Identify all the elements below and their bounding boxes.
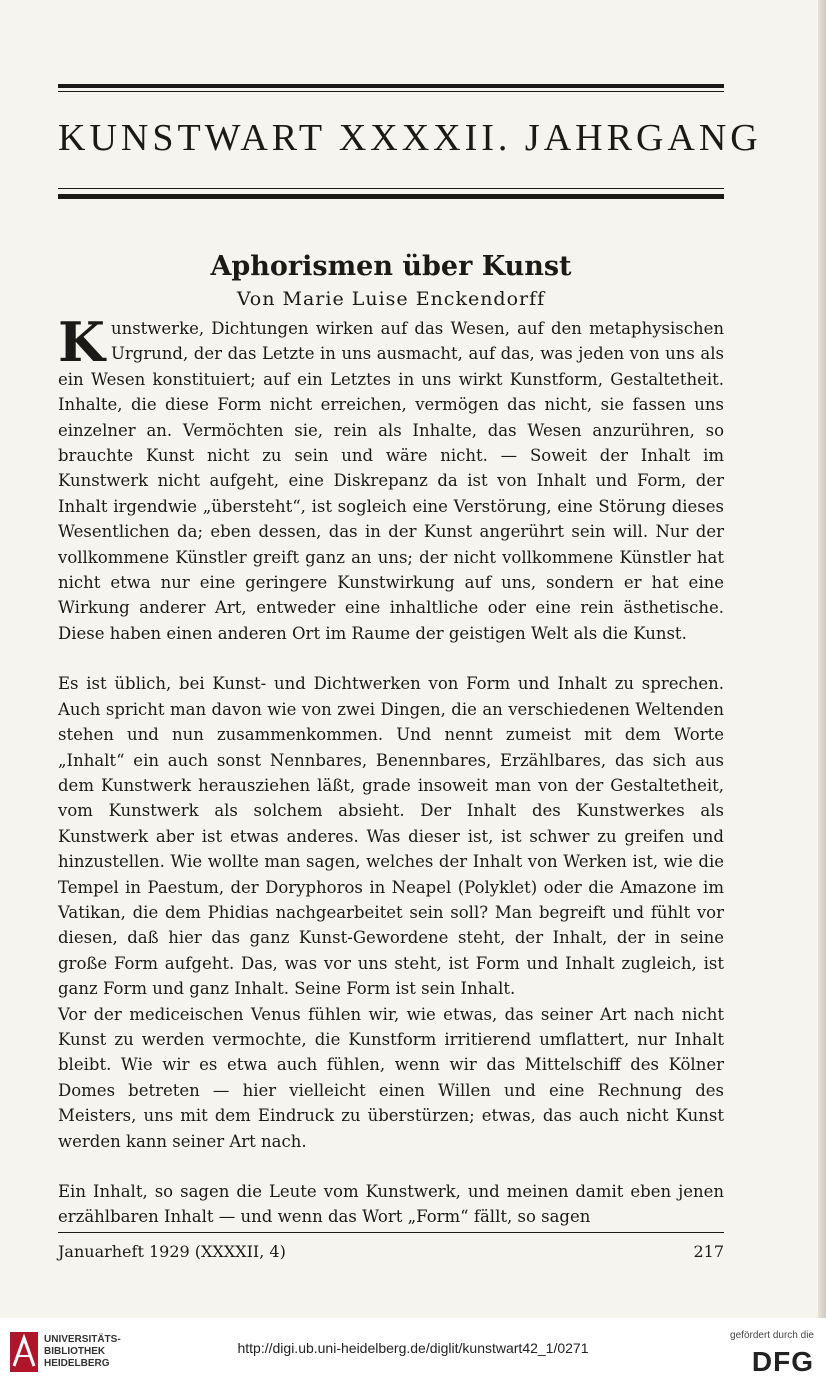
permalink-url[interactable]: http://digi.ub.uni-heidelberg.de/diglit/kunstwart42_1/0271 — [237, 1340, 589, 1356]
dfg-logo: DFG — [751, 1346, 814, 1377]
masthead-title: KUNSTWART XXXXII. JAHRGANG — [58, 117, 762, 159]
paragraph-2: Es ist üblich, bei Kunst- und Dichtwerken von Form und Inhalt zu sprechen. Auch spricht man davon wie von zwei Dingen, die an verschiedenen Weltenden stehen und nun zusammenkommen. Und nennt zumeist mit dem Worte „Inhalt“ ein auch sonst Nennbares, Benennbares, Erzählbares, das sich aus dem Kunstwerk herausziehen läßt, grade insoweit man von der Gestaltetheit, vom Kunstwerk als solchem absieht. Der Inhalt des Kunstwerkes als Kunstwerk aber ist etwas anderes. Was dieser ist, ist schwer zu greifen und hinzustellen. Wie wollte man sagen, welches der Inhalt von Werken ist, wie die Tempel in Paestum, der Doryphoros in Neapel (Polyklet) oder die Amazone im Vatikan, die dem Phidias nachgearbeitet sein soll? Man begreift und fühlt vor diesen, daß hier das ganz Kunst-Gewordene steht, der Inhalt, der in seine große Form aufgeht. Das, was vor uns steht, ist Form und Inhalt zugleich, ist ganz Form und ganz Inhalt. Seine Form ist sein Inhalt. — [58, 674, 724, 999]
footer-rule — [58, 1232, 724, 1233]
masthead-rule-bottom-thin — [58, 188, 724, 189]
library-name-line-2: BIBLIOTHEK — [44, 1346, 106, 1357]
paragraph-4: Ein Inhalt, so sagen die Leute vom Kunstwerk, und meinen damit eben jenen erzählbaren Inhalt — und wenn das Wort „Form“ fällt, so sagen — [58, 1182, 724, 1227]
masthead-rule-top-thin — [58, 91, 724, 92]
library-name-line-3: HEIDELBERG — [44, 1358, 110, 1369]
funding-caption: gefördert durch die — [730, 1330, 814, 1341]
paragraph-3: Vor der mediceischen Venus fühlen wir, wie etwas, das seiner Art nach nicht Kunst zu werden vermochte, die Kunstform irritierend umflattert, nur Inhalt bleibt. Wie wir es etwa auch fühlen, wenn wir das Mittelschiff des Kölner Domes betreten — hier vielleicht einen Willen und eine Rechnung des Meisters, uns mit dem Eindruck zu überstürzen; etwas, das auch nicht Kunst werden kann seiner Art nach. — [58, 1004, 724, 1151]
paragraph-1 — [58, 310, 724, 646]
drop-cap: K — [58, 310, 105, 374]
page-edge-shadow — [818, 0, 826, 1318]
masthead-rule-top-thick — [58, 84, 724, 88]
paragraph-1-text: unstwerke, Dichtungen wirken auf das Wesen, auf den metaphysischen Urgrund, der das Letzte in uns ausmacht, auf das, was jeden von uns als ein Wesen konstituiert; auf ein Letztes in uns wirkt Kunstform, Gestaltetheit. Inhalte, die diese Form nicht erreichen, vermögen das nicht, sie fassen uns einzelner an. Vermöchten sie, rein als Inhalte, das Wesen anzurühren, so brauchte Kunst nicht zu sein und wäre nicht. — Soweit der Inhalt im Kunstwerk nicht aufgeht, eine Diskrepanz da ist von Inhalt und Form, der Inhalt irgendwie „übersteht“, ist sogleich eine Verstörung, eine Störung dieses Wesentlichen da; eben dessen, das in der Kunst angerührt sein will. Nur der vollkommene Künstler greift ganz an uns; der nicht vollkommene Künstler hat nicht etwa nur eine geringere Kunstwirkung auf uns, sondern er hat eine Wirkung anderer Art, entweder eine inhaltliche oder eine rein ästhetische. Diese haben einen anderen Ort im Raume der geistigen Welt als die Kunst. — [58, 319, 724, 643]
page-number: 217 — [693, 1242, 724, 1261]
article-title: Aphorismen über Kunst — [210, 251, 572, 282]
library-name-line-1: UNIVERSITÄTS- — [44, 1334, 121, 1345]
masthead-rule-bottom-thick — [58, 194, 724, 199]
viewer-bottom-bar — [0, 1318, 826, 1386]
issue-label: Januarheft 1929 (XXXXII, 4) — [58, 1242, 286, 1261]
article-body — [58, 310, 724, 1230]
article-byline: Von Marie Luise Enckendorff — [236, 288, 546, 310]
